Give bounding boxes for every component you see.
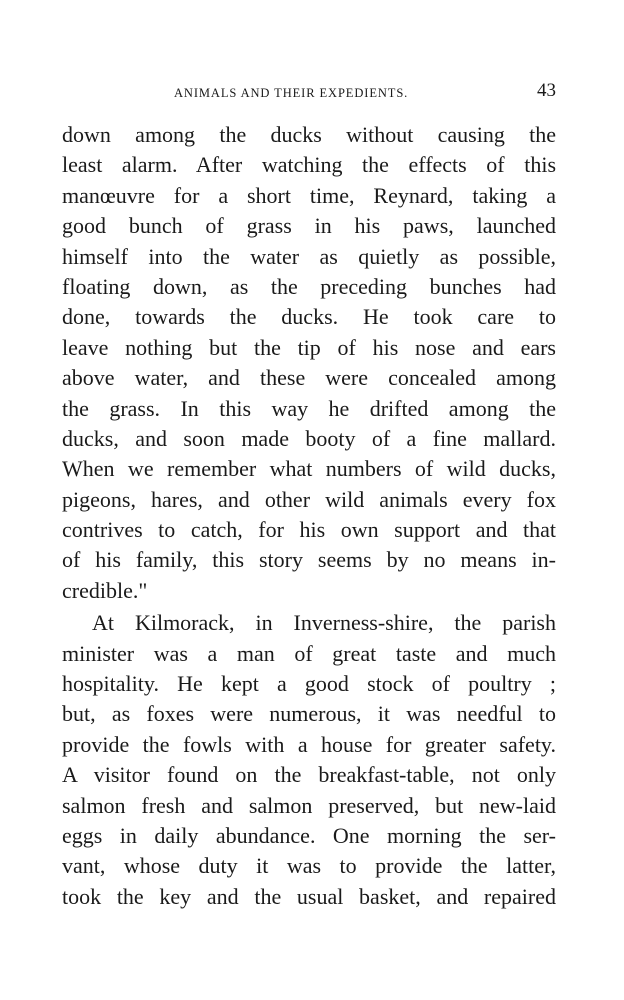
text-line: vant, whose duty it was to provide the latter, (62, 853, 556, 879)
text-line: himself into the water as quietly as possible, (62, 243, 556, 269)
text-line: When we remember what numbers of wild ducks, (62, 456, 556, 482)
text-line: good bunch of grass in his paws, launched (62, 213, 556, 239)
text-line: but, as foxes were numerous, it was needful to (62, 701, 556, 727)
text-line: A visitor found on the breakfast-table, not only (62, 762, 556, 788)
running-title: ANIMALS AND THEIR EXPEDIENTS. (174, 86, 409, 100)
text-line: ducks, and soon made booty of a fine mallard. (62, 425, 556, 451)
text-line: floating down, as the preceding bunches had (62, 273, 556, 299)
text-line: provide the fowls with a house for greater safety. (62, 731, 556, 757)
text-line: credible." (62, 577, 148, 603)
body-text (62, 120, 556, 912)
text-line: of his family, this story seems by no means in- (62, 547, 556, 573)
paragraph-1 (62, 120, 556, 606)
page-number: 43 (537, 80, 556, 101)
text-line: leave nothing but the tip of his nose and ears (62, 334, 556, 360)
text-line: eggs in daily abundance. One morning the ser- (62, 822, 556, 848)
text-line: At Kilmorack, in Inverness-shire, the parish (92, 610, 556, 636)
text-line: the grass. In this way he drifted among the (62, 395, 556, 421)
text-line: hospitality. He kept a good stock of poultry ; (62, 671, 556, 697)
text-line: contrives to catch, for his own support and that (62, 517, 556, 543)
text-line: manœuvre for a short time, Reynard, taking a (62, 182, 556, 208)
text-line: done, towards the ducks. He took care to (62, 304, 556, 330)
text-line: salmon fresh and salmon preserved, but new-laid (62, 792, 556, 818)
paragraph-2 (62, 608, 556, 912)
text-line: minister was a man of great taste and much (62, 640, 556, 666)
text-line: above water, and these were concealed among (62, 365, 556, 391)
page-header (62, 80, 556, 102)
text-line: pigeons, hares, and other wild animals every fox (62, 486, 556, 512)
text-line: took the key and the usual basket, and repaired (62, 883, 556, 909)
text-line: down among the ducks without causing the (62, 122, 556, 147)
text-line: least alarm. After watching the effects of this (62, 152, 556, 178)
